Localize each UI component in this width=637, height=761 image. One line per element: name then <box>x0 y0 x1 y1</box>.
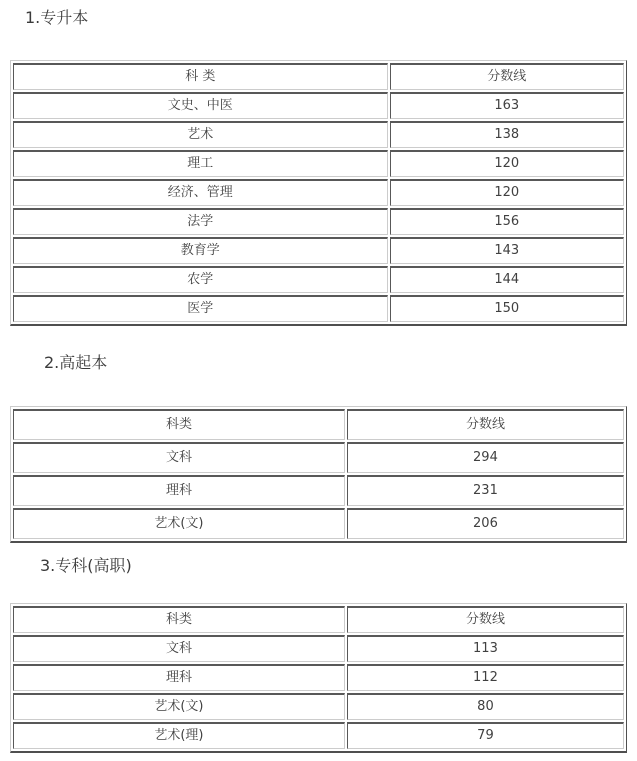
table-row <box>13 693 624 720</box>
page <box>0 9 637 753</box>
category-cell: 理工 <box>13 150 388 177</box>
scoreline-cell: 143 <box>390 237 624 264</box>
category-cell: 文科 <box>13 635 345 662</box>
category-cell: 文史、中医 <box>13 92 388 119</box>
scoreline-cell: 206 <box>347 508 624 539</box>
column-header-scoreline: 分数线 <box>347 606 624 633</box>
section-heading-zhuanshengben: 1.专升本 <box>25 8 89 27</box>
table-header-row <box>13 606 624 633</box>
scoreline-cell: 120 <box>390 150 624 177</box>
category-cell: 艺术(文) <box>13 693 345 720</box>
table-row <box>13 664 624 691</box>
column-header-scoreline: 分数线 <box>347 409 624 440</box>
category-cell: 艺术 <box>13 121 388 148</box>
scoreline-cell: 294 <box>347 442 624 473</box>
category-cell: 艺术(文) <box>13 508 345 539</box>
scoreline-cell: 120 <box>390 179 624 206</box>
scoreline-cell: 112 <box>347 664 624 691</box>
scoreline-cell: 156 <box>390 208 624 235</box>
category-cell: 理科 <box>13 475 345 506</box>
table-row <box>13 150 624 177</box>
table-row <box>13 442 624 473</box>
column-header-category: 科 类 <box>13 63 388 90</box>
scoreline-cell: 231 <box>347 475 624 506</box>
table-row <box>13 508 624 539</box>
section-heading-zhuanke: 3.专科(高职) <box>40 556 132 575</box>
table-row <box>13 635 624 662</box>
table-row <box>13 237 624 264</box>
column-header-category: 科类 <box>13 409 345 440</box>
scoreline-cell: 138 <box>390 121 624 148</box>
column-header-category: 科类 <box>13 606 345 633</box>
table-row <box>13 92 624 119</box>
table-row <box>13 179 624 206</box>
scoreline-cell: 150 <box>390 295 624 322</box>
scoreline-cell: 79 <box>347 722 624 749</box>
score-table-zhuanke <box>10 603 627 753</box>
table-header-row <box>13 63 624 90</box>
category-cell: 医学 <box>13 295 388 322</box>
category-cell: 法学 <box>13 208 388 235</box>
category-cell: 文科 <box>13 442 345 473</box>
table-row <box>13 475 624 506</box>
table-header-row <box>13 409 624 440</box>
category-cell: 农学 <box>13 266 388 293</box>
category-cell: 艺术(理) <box>13 722 345 749</box>
scoreline-cell: 113 <box>347 635 624 662</box>
table-row <box>13 266 624 293</box>
score-table-gaoqiben <box>10 406 627 543</box>
scoreline-cell: 80 <box>347 693 624 720</box>
table-row <box>13 722 624 749</box>
table-row <box>13 208 624 235</box>
scoreline-cell: 144 <box>390 266 624 293</box>
column-header-scoreline: 分数线 <box>390 63 624 90</box>
category-cell: 教育学 <box>13 237 388 264</box>
score-table-zhuanshengben <box>10 60 627 326</box>
table-row <box>13 121 624 148</box>
category-cell: 经济、管理 <box>13 179 388 206</box>
scoreline-cell: 163 <box>390 92 624 119</box>
category-cell: 理科 <box>13 664 345 691</box>
table-row <box>13 295 624 322</box>
section-heading-gaoqiben: 2.高起本 <box>44 353 108 372</box>
